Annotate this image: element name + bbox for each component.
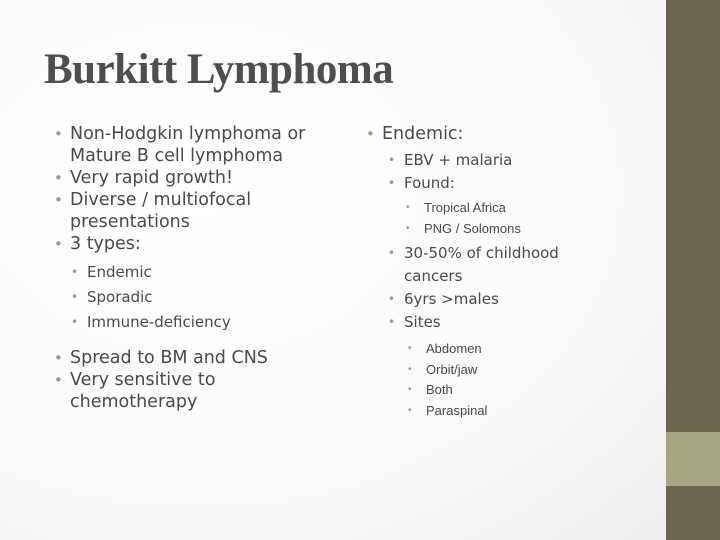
endemic-found: • Found: xyxy=(388,172,596,195)
site-item: • Orbit/jaw xyxy=(408,360,596,381)
bullet-endemic-heading: • Endemic: xyxy=(366,123,596,145)
types-list xyxy=(71,260,324,335)
side-accent-block xyxy=(666,432,720,486)
left-column xyxy=(54,123,324,413)
site-item: • Both xyxy=(408,380,596,401)
endemic-cause: • EBV + malaria xyxy=(388,149,596,172)
site-item: • Paraspinal xyxy=(408,401,596,422)
bullet-growth: • Very rapid growth! xyxy=(54,167,324,189)
endemic-sites: • Sites xyxy=(388,311,596,334)
site-item: • Abdomen xyxy=(408,339,596,360)
slide-title: Burkitt Lymphoma xyxy=(44,46,394,93)
type-item: • Immune-deficiency xyxy=(71,310,324,335)
bullet-spread: • Spread to BM and CNS xyxy=(54,347,324,369)
endemic-details-list xyxy=(388,149,596,421)
sites-list xyxy=(408,339,596,421)
type-item: • Endemic xyxy=(71,260,324,285)
sites-wrapper xyxy=(388,339,596,421)
right-column xyxy=(366,123,596,424)
endemic-age: • 6yrs >males xyxy=(388,288,596,311)
found-wrapper xyxy=(388,198,596,239)
found-item: • Tropical Africa xyxy=(406,198,596,219)
type-item: • Sporadic xyxy=(71,285,324,310)
found-item: • PNG / Solomons xyxy=(406,219,596,240)
bullet-sensitivity: • Very sensitive to chemotherapy xyxy=(54,369,324,413)
bullet-types: • 3 types: xyxy=(54,233,324,255)
bullet-definition: • Non-Hodgkin lymphoma or Mature B cell lymphoma xyxy=(54,123,324,167)
bullet-presentations: • Diverse / multiofocal presentations xyxy=(54,189,324,233)
found-list xyxy=(406,198,596,239)
endemic-prevalence: • 30-50% of childhood cancers xyxy=(388,242,596,288)
